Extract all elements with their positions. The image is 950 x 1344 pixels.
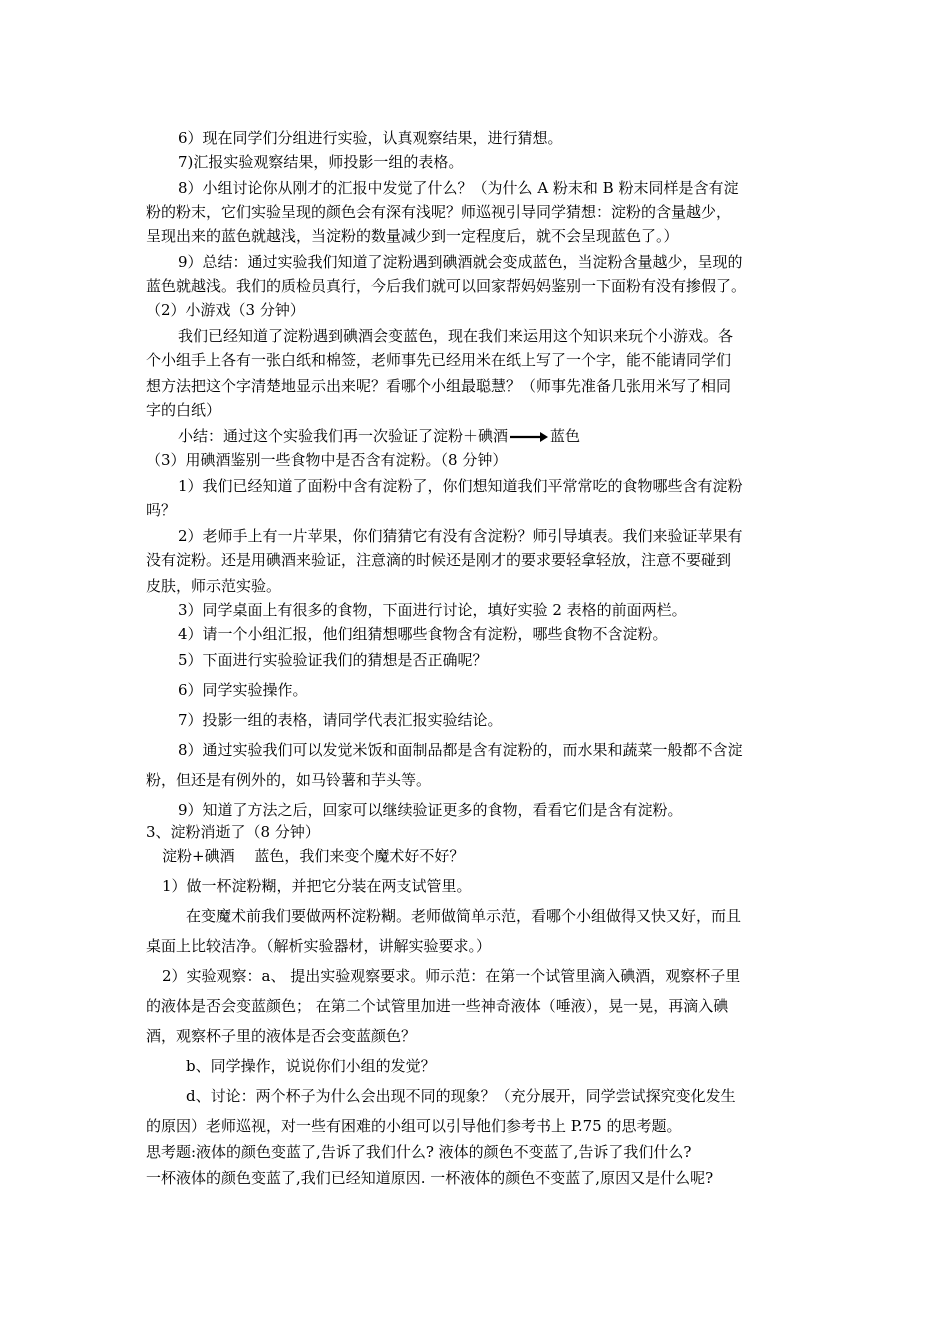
text-line: 2）老师手上有一片苹果，你们猜猜它有没有含淀粉？师引导填表。我们来验证苹果有 — [178, 527, 743, 545]
text-line: 8）通过实验我们可以发觉米饭和面制品都是含有淀粉的，而水果和蔬菜一般都不含淀 — [178, 741, 743, 759]
text-line: 淀粉+碘酒 蓝色，我们来变个魔术好不好？ — [162, 847, 465, 865]
text-line: 7)汇报实验观察结果，师投影一组的表格。 — [178, 153, 464, 171]
text-line: 桌面上比较洁净。（解析实验器材，讲解实验要求。） — [146, 937, 492, 955]
text-line: 7）投影一组的表格，请同学代表汇报实验结论。 — [178, 711, 503, 729]
text-line: 9）总结：通过实验我们知道了淀粉遇到碘酒就会变成蓝色，当淀粉含量越少，呈现的 — [178, 253, 743, 271]
text-line: （3）用碘酒鉴别一些食物中是否含有淀粉。（8 分钟） — [146, 451, 508, 469]
text-line: d、讨论：两个杯子为什么会出现不同的现象？（充分展开，同学尝试探究变化发生 — [186, 1087, 736, 1105]
text-line: 的液体是否会变蓝颜色； 在第二个试管里加进一些神奇液体（唾液），晃一晃，再滴入碘 — [146, 997, 729, 1015]
text-line: 蓝色就越浅。我们的质检员真行，今后我们就可以回家帮妈妈鉴别一下面粉有没有掺假了。 — [146, 277, 747, 295]
summary-text: 小结：通过这个实验我们再一次验证了淀粉＋碘酒 — [178, 427, 509, 445]
text-line: 没有淀粉。还是用碘酒来验证，注意滴的时候还是刚才的要求要轻拿轻放，注意不要碰到 — [146, 551, 732, 569]
text-line: 粉，但还是有例外的，如马铃薯和芋头等。 — [146, 771, 432, 789]
text-line: 8）小组讨论你从刚才的汇报中发觉了什么？（为什么 A 粉末和 B 粉末同样是含有淀 — [178, 179, 739, 197]
text-line: 粉的粉末，它们实验呈现的颜色会有深有浅呢？师巡视引导同学猜想：淀粉的含量越少， — [146, 203, 732, 221]
text-line: 皮肤，师示范实验。 — [146, 577, 282, 595]
text-line: （2）小游戏（3 分钟） — [146, 301, 305, 319]
text-line: 思考题:液体的颜色变蓝了,告诉了我们什么? 液体的颜色不变蓝了,告诉了我们什么? — [146, 1143, 692, 1161]
text-line: 2）实验观察：a、 提出实验观察要求。师示范：在第一个试管里滴入碘酒，观察杯子里 — [162, 967, 741, 985]
text-line: 4）请一个小组汇报，他们组猜想哪些食物含有淀粉，哪些食物不含淀粉。 — [178, 625, 668, 643]
text-line: 吗？ — [146, 501, 177, 519]
text-line: 6）同学实验操作。 — [178, 681, 308, 699]
summary-result: 蓝色 — [550, 427, 581, 445]
text-line: 3、淀粉消逝了（8 分钟） — [146, 823, 320, 841]
text-line: 呈现出来的蓝色就越浅，当淀粉的数量减少到一定程度后，就不会呈现蓝色了。） — [146, 227, 679, 245]
text-line: 9）知道了方法之后，回家可以继续验证更多的食物，看看它们是含有淀粉。 — [178, 801, 683, 819]
text-line: 的原因）老师巡视，对一些有困难的小组可以引导他们参考书上 P.75 的思考题。 — [146, 1117, 682, 1135]
summary-line — [178, 426, 580, 446]
text-line: 字的白纸） — [146, 401, 222, 419]
text-line: 想方法把这个字清楚地显示出来呢？看哪个小组最聪慧？（师事先准备几张用米写了相同 — [146, 377, 732, 395]
text-line: 1）我们已经知道了面粉中含有淀粉了，你们想知道我们平常常吃的食物哪些含有淀粉 — [178, 477, 743, 495]
arrow-right-icon — [510, 432, 548, 442]
text-line: 3）同学桌面上有很多的食物，下面进行讨论，填好实验 2 表格的前面两栏。 — [178, 601, 687, 619]
text-line: 1）做一杯淀粉糊，并把它分装在两支试管里。 — [162, 877, 472, 895]
text-line: 在变魔术前我们要做两杯淀粉糊。老师做简单示范，看哪个小组做得又快又好，而且 — [186, 907, 742, 925]
text-line: 5）下面进行实验验证我们的猜想是否正确呢？ — [178, 651, 488, 669]
text-line: 个小组手上各有一张白纸和棉签，老师事先已经用米在纸上写了一个字，能不能请同学们 — [146, 351, 732, 369]
text-line: 我们已经知道了淀粉遇到碘酒会变蓝色，现在我们来运用这个知识来玩个小游戏。各 — [178, 327, 734, 345]
text-line: b、同学操作，说说你们小组的发觉？ — [186, 1057, 436, 1075]
text-line: 一杯液体的颜色变蓝了,我们已经知道原因. 一杯液体的颜色不变蓝了,原因又是什么呢? — [146, 1169, 714, 1187]
text-line: 6）现在同学们分组进行实验，认真观察结果，进行猜想。 — [178, 129, 563, 147]
text-line: 酒，观察杯子里的液体是否会变蓝颜色？ — [146, 1027, 417, 1045]
